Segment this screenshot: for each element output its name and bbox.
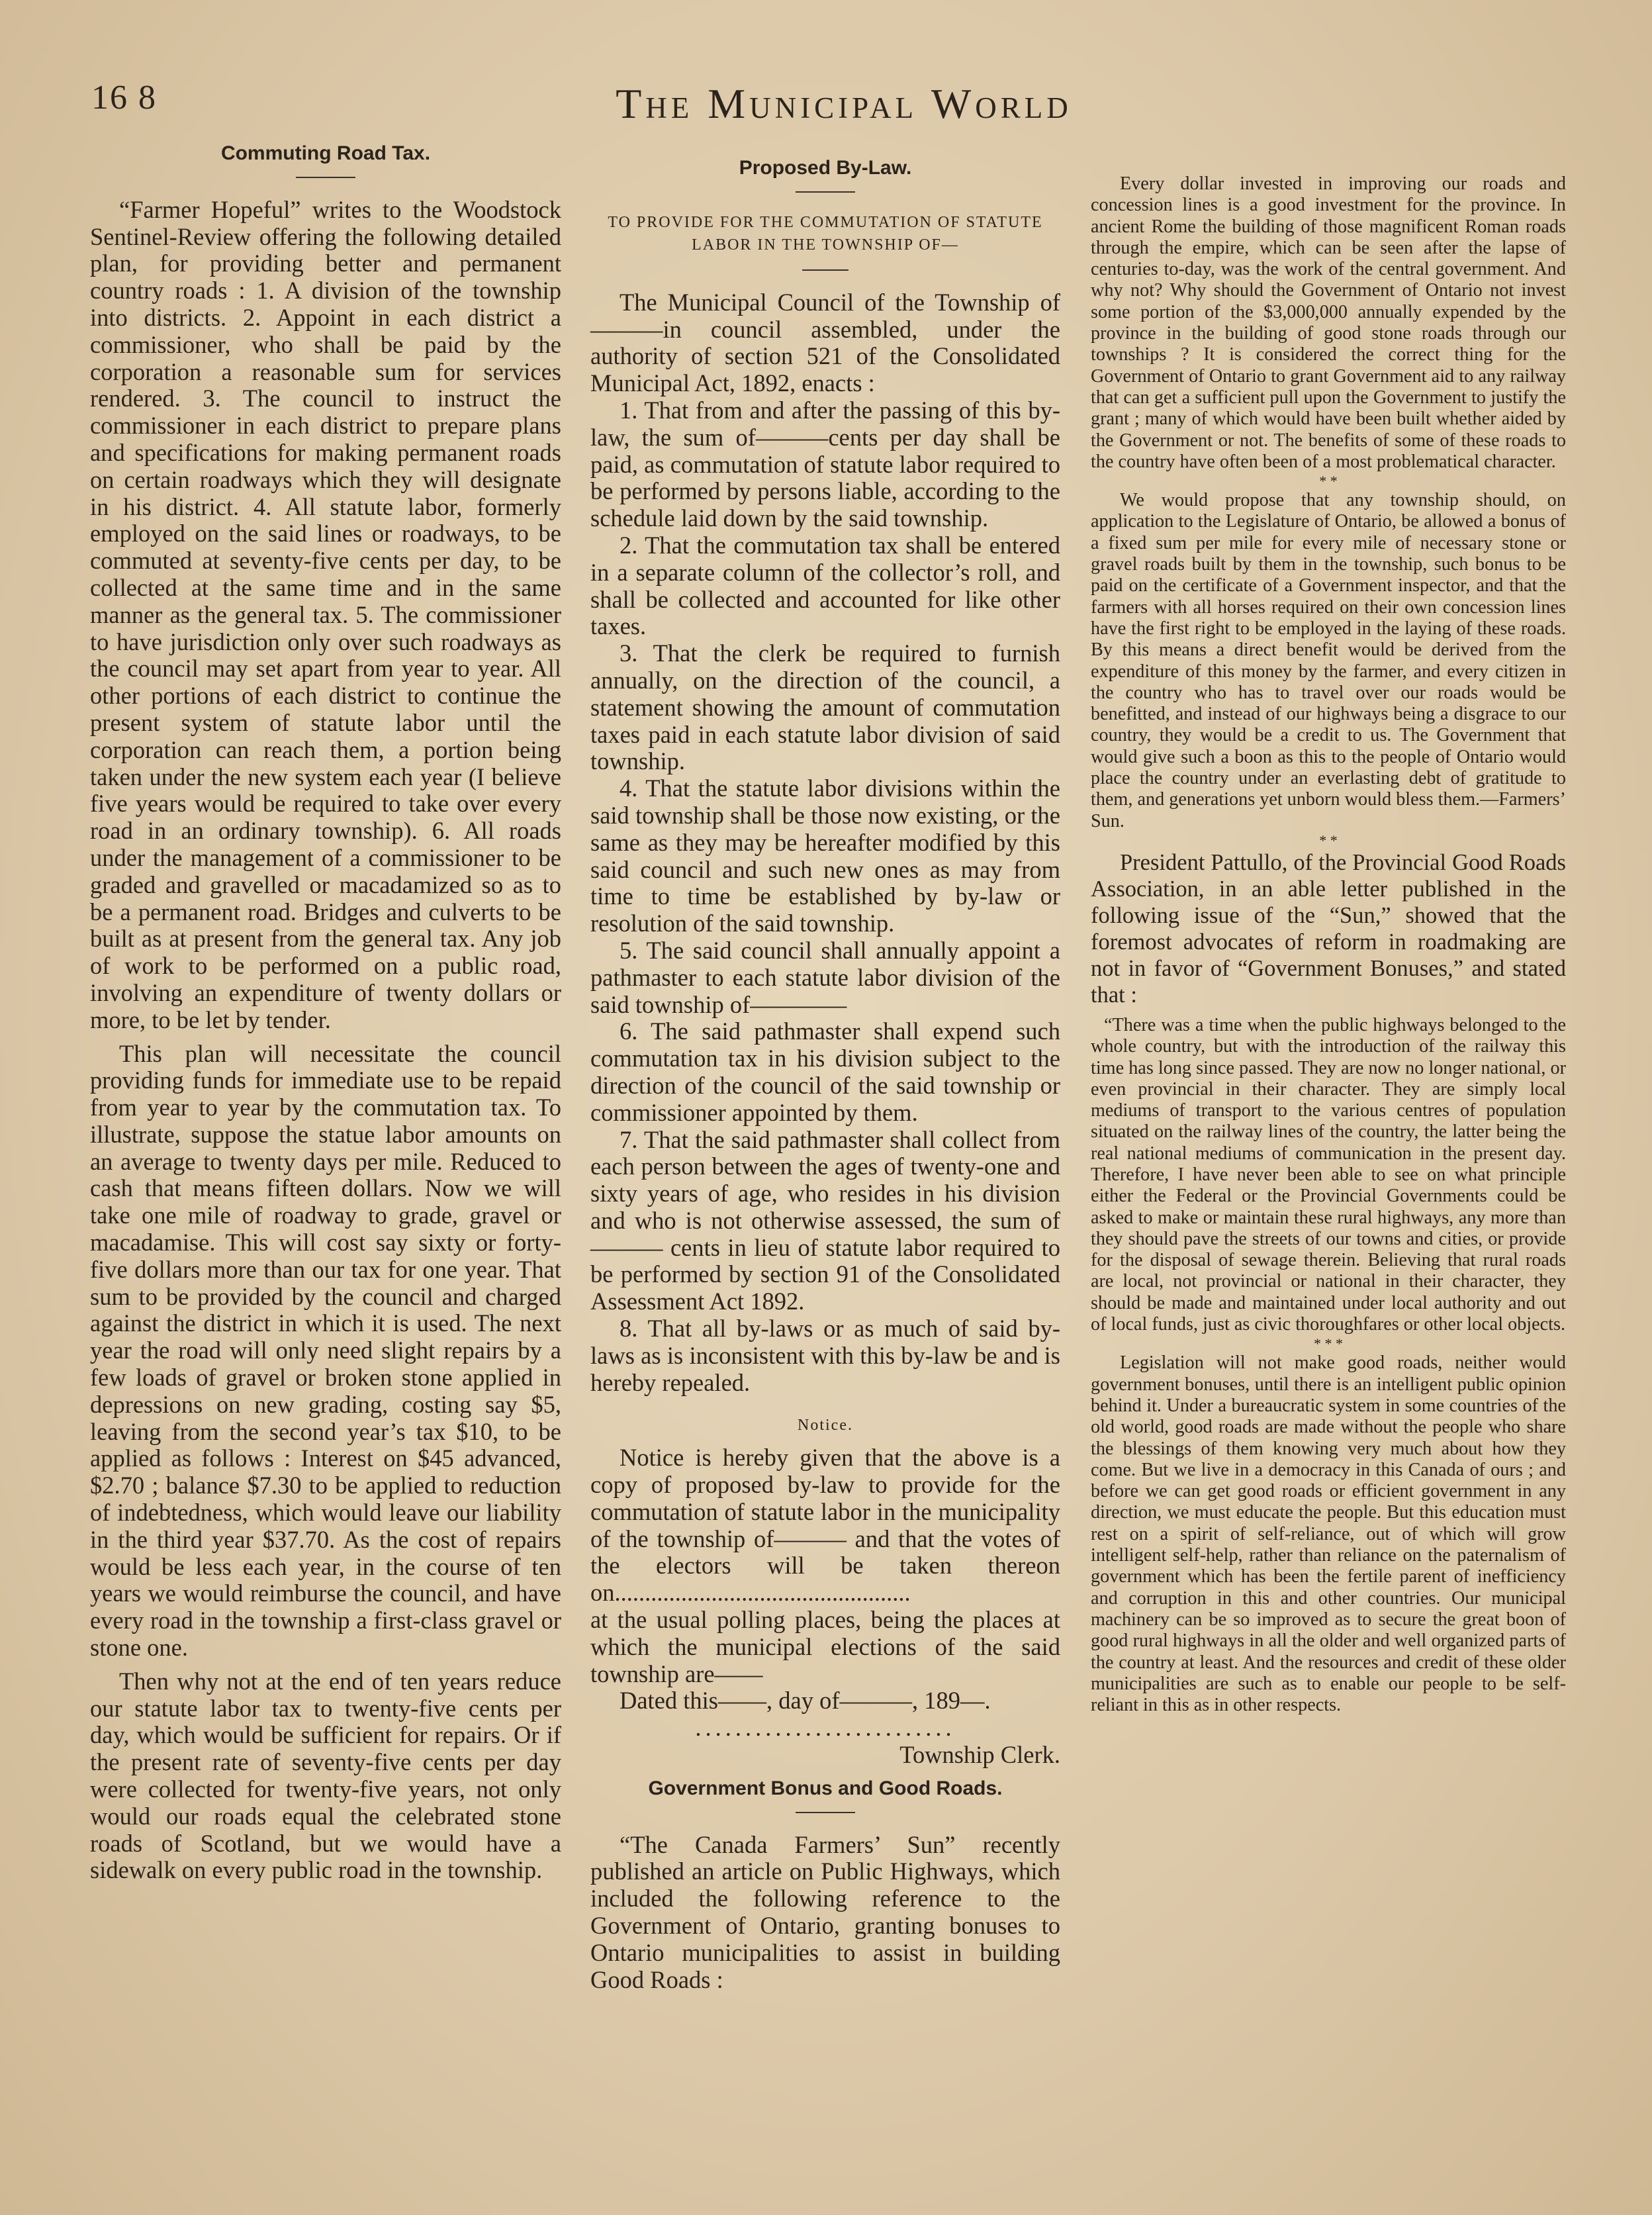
notice-paragraph: Notice is hereby given that the above is a copy of proposed by-law to provide for the commutation of statute labor in the municipality of the township of——— and that the votes of the electors will be taken thereon on................................................. — [590, 1444, 1060, 1607]
by-law-intro: The Municipal Council of the Township of———in council assembled, under the authority of section 521 of the Consolidated Municipal Act, 1892, enacts : — [590, 288, 1060, 397]
notice-date-line: Dated this——, day of———, 189—. — [620, 1687, 991, 1715]
by-law-item: 8. That all by-laws or as much of said by-laws as is inconsistent with this by-law be and is hereby repealed. — [590, 1315, 1060, 1396]
by-law-item: 2. That the commutation tax shall be entered in a separate column of the collector’s roll, and shall be collected and accounted for like other taxes. — [590, 531, 1060, 640]
section-separator-stars: * * — [1319, 831, 1338, 849]
by-law-item: 1. That from and after the passing of this by-law, the sum of———cents per day shall be paid, as commutation of statute labor required to be performed by persons liable, according to the schedule laid down by the said township. — [590, 396, 1060, 532]
by-law-item: 6. The said pathmaster shall expend such commutation tax in his division subject to the direction of the council of the said township or commissioner appointed by them. — [590, 1017, 1060, 1126]
column-right — [1091, 140, 1566, 1716]
notice-heading: Notice. — [798, 1417, 853, 1435]
article-paragraph: President Pattullo, of the Provincial Good Roads Association, in an able letter published in the following issue of the “Sun,” showed that the foremost advocates of reform in roadmaking are not in favor of “Government Bonuses,” and stated that : — [1091, 849, 1566, 1008]
heading-rule — [802, 269, 849, 271]
by-law-item: 7. That the said pathmaster shall collect from each person between the ages of twenty-one and sixty years of age, who resides in his division and who is not otherwise assessed, the sum of——— cents in lieu of statute labor required to be performed by section 91 of the Consolidated Assessment Act 1892. — [590, 1125, 1060, 1315]
heading-rule — [296, 177, 355, 178]
township-clerk-signature: Township Clerk. — [899, 1741, 1060, 1769]
heading-rule — [796, 191, 855, 193]
column-middle — [590, 140, 1060, 1993]
section-separator-stars: * * * — [1314, 1335, 1343, 1352]
signature-dots: .......................... — [695, 1714, 956, 1742]
section-separator-stars: * * — [1319, 473, 1338, 490]
article-paragraph: Then why not at the end of ten years reduce our statute labor tax to twenty-five cents per day, which would be sufficient for repairs. Or if the present rate of seventy-five cents per day were collected for twenty-five years, not only would our roads equal the celebrated stone roads of Scotland, but we would have a sidewalk on every public road in the township. — [90, 1667, 561, 1884]
by-law-item: 5. The said council shall annually appoint a pathmaster to each statute labor division of the said township of———— — [590, 936, 1060, 1018]
article-paragraph: Legislation will not make good roads, neither would government bonuses, until there is an intelligent public opinion behind it. Under a bureaucratic system in some countries of the old world, good roads are made without the people who share the blessings of them knowing very much about how they come. But we live in a democracy in this Canada of ours ; and before we can get good roads or efficient government in any direction, we must educate the people. But this education must rest on a spirit of self-reliance, out of which will grow intelligent self-help, rather than reliance on the paternalism of government which has been the fertile parent of inefficiency and corruption in this and other countries. Our municipal machinery can be so improved as to secure the great boon of good rural highways in all the older and well organized parts of the country at least. And the resources and credit of these older municipalities are such as to enable our people to be self-reliant in this as in other respects. — [1091, 1352, 1566, 1716]
article-paragraph: Every dollar invested in improving our roads and concession lines is a good investment for the province. In ancient Rome the building of those magnificent Roman roads through the empire, which can be seen after the lapse of centuries to-day, was the work of the central government. And why not? Why should the Government of Ontario not invest some portion of the $3,000,000 annually expended by the province in the building of good stone roads through our townships ? It is considered the correct thing for the Government of Ontario to grant Government aid to any railway that can get a sufficient pull upon the Government to justify the grant ; many of which would have been built whether aided by the Government or not. The benefits of some of these roads to the country have often been of a most problematical character. — [1091, 173, 1566, 472]
page-number: 16 8 — [91, 79, 157, 117]
article-paragraph: This plan will necessitate the council providing funds for immediate use to be repaid from year to year by the commutation tax. To illustrate, suppose the statue labor amounts on an average to twenty days per mile. Reduced to cash that means fifteen dollars. Now we will take one mile of roadway to grade, gravel or macadamise. This will cost say sixty or forty-five dollars more than our tax for one year. That sum to be provided by the council and charged against the district in which it is used. The next year the road will only need slight repairs by a few loads of gravel or broken stone applied in depressions on new grading, costing say $5, leaving from the second year’s tax $10, to be applied as follows : Interest on $45 advanced, $2.70 ; balance $7.30 to be applied to reduction of indebtedness, which would leave our liability in the third year $37.70. As the cost of repairs would be less each year, in the course of ten years we would reimburse the council, and have every road in the township a first-class gravel or stone one. — [90, 1039, 561, 1662]
article-paragraph: We would propose that any township should, on application to the Legislature of Ontario, be allowed a bonus of a fixed sum per mile for every mile of necessary stone or gravel roads built by them in the township, such bonus to be paid on the certificate of a Government inspector, and that the farmers with all horses required on their own concession lines have the first right to be employed in the laying of these roads. By this means a direct benefit would be derived from the expenditure of this money by the farmer, and every citizen in the country who has to travel over our roads would be benefitted, and instead of our highways being a disgrace to our country, they would be a credit to us. The Government that would give such a boon as this to the people of Ontario would place the country under an everlasting debt of gratitude to them, and generations yet unborn would bless them.—Farmers’ Sun. — [1091, 490, 1566, 831]
article-paragraph: “Farmer Hopeful” writes to the Woodstock Sentinel-Review offering the following detailed plan, for providing better and permanent country roads : 1. A division of the township into districts. 2. Appoint in each district a commissioner, who shall be paid by the corporation a reasonable sum for services rendered. 3. The council to instruct the commissioner in each district to prepare plans and specifications for making permanent roads on certain roadways which they will designate in his district. 4. All statute labor, formerly employed on the said lines or roadways, to be commuted at seventy-five cents per day, to be collected at the same time and in the same manner as the general tax. 5. The commissioner to have jurisdiction only over such roadways as the council may set apart from year to year. All other portions of each district to continue the present system of statute labor until the corporation can reach them, a portion being taken under the new system each year (I believe five years would be required to take over every road in an ordinary township). 6. All roads under the management of a commissioner to be graded and gravelled or macadamized so as to be a permanent road. Bridges and culverts to be built as at present from the general tax. Any job of work to be performed on a public road, involving an expenditure of twenty dollars or more, to be let by tender. — [90, 195, 561, 1033]
column-left — [90, 140, 561, 1884]
article-heading-commuting-road-tax: Commuting Road Tax. — [220, 142, 431, 164]
article-heading-proposed-by-law: Proposed By-Law. — [739, 157, 912, 179]
heading-rule — [796, 1812, 855, 1813]
notice-paragraph: at the usual polling places, being the places at which the municipal elections of the said township are—— — [590, 1606, 1060, 1687]
quoted-letter: “There was a time when the public highways belonged to the whole country, but with the introduction of the railway this time has long since passed. They are now no longer national, or even provincial in their character. They are simply local mediums of transport to the various centres of population situated on the railway lines of the country, the latter being the real national mediums of communication in the present day. Therefore, I have never been able to see on what principle either the Federal or the Provincial Governments could be asked to make or maintain these rural highways, any more than they should pave the streets of our towns and cities, or provide for the disposal of sewage therein. Believing that rural roads are local, not provincial or national in their character, they should be made and maintained under local authority and out of local funds, just as civic thoroughfares or other local objects. — [1091, 1014, 1566, 1335]
masthead-title: The Municipal World — [616, 80, 1072, 127]
by-law-item: 4. That the statute labor divisions within the said township shall be those now existing, or the same as they may be hereafter modified by this said council and such new ones as may from time to time be established by by-law or resolution of the said township. — [590, 775, 1060, 937]
by-law-item: 3. That the clerk be required to furnish annually, on the direction of the council, a statement showing the amount of commutation taxes paid in each statute labor division of said township. — [590, 639, 1060, 775]
by-law-subheading: TO PROVIDE FOR THE COMMUTATION OF STATUTE LABOR IN THE TOWNSHIP OF— — [608, 213, 1043, 254]
article-heading-government-bonus: Government Bonus and Good Roads. — [648, 1777, 1003, 1799]
article-paragraph: “The Canada Farmers’ Sun” recently published an article on Public Highways, which included the following reference to the Government of Ontario, granting bonuses to Ontario municipalities to assist in building Good Roads : — [590, 1830, 1060, 1993]
